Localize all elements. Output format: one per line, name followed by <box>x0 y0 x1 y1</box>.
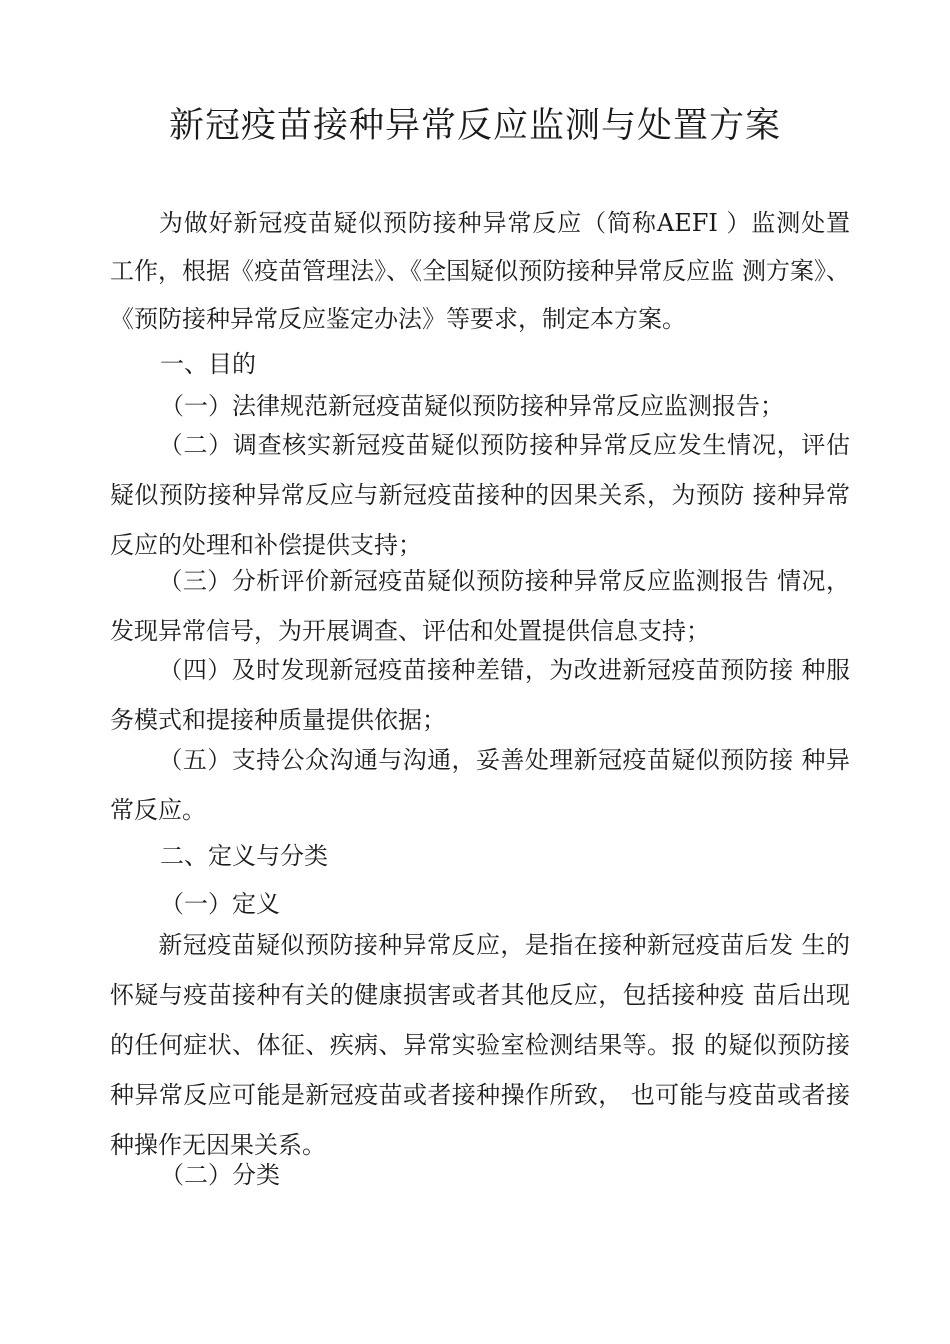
section1-item-2 <box>110 420 850 570</box>
section1-heading: 一、目的 <box>160 350 256 378</box>
section2-definition <box>110 920 850 1170</box>
intro-paragraph <box>110 199 850 343</box>
section1-item-2-text: （二）调查核实新冠疫苗疑似预防接种异常反应发生情况，评估疑似预防接种异常反应与新冠疫苗接种的因果关系，为预防 接种异常反应的处理和补偿提供支持； <box>110 431 850 559</box>
intro-text: 为做好新冠疫苗疑似预防接种异常反应（简称AEFI ）监测处置工作，根据《疫苗管理法》、《全国疑似预防接种异常反应监 测方案》、《预防接种异常反应鉴定办法》等要求，制定本方案。 <box>110 209 850 333</box>
section1-item-5-text: （五）支持公众沟通与沟通，妥善处理新冠疫苗疑似预防接 种异常反应。 <box>110 746 850 824</box>
section2-definition-text: 新冠疫苗疑似预防接种异常反应，是指在接种新冠疫苗后发 生的怀疑与疫苗接种有关的健康损害或者其他反应，包括接种疫 苗后出现的任何症状、体征、疾病、异常实验室检测结果等。报 的疑似预防接种异常反应可能是新冠疫苗或者接种操作所致， 也可能与疫苗或者接种操作无因果关系。 <box>110 931 850 1159</box>
section1-item-1: （一）法律规范新冠疫苗疑似预防接种异常反应监测报告； <box>160 392 784 420</box>
section2-sub1-heading: （一）定义 <box>160 890 280 918</box>
section1-item-4 <box>110 645 850 745</box>
section2-heading: 二、定义与分类 <box>160 842 328 870</box>
section1-item-4-text: （四）及时发现新冠疫苗接种差错，为改进新冠疫苗预防接 种服务模式和提接种质量提供依据； <box>110 656 850 734</box>
document-title: 新冠疫苗接种异常反应监测与处置方案 <box>168 106 781 146</box>
section1-item-3-text: （三）分析评价新冠疫苗疑似预防接种异常反应监测报告 情况，发现异常信号，为开展调查、评估和处置提供信息支持； <box>110 567 850 645</box>
section2-sub2-heading: （二）分类 <box>160 1161 280 1189</box>
section1-item-5 <box>110 735 850 835</box>
section1-item-3 <box>110 556 850 656</box>
